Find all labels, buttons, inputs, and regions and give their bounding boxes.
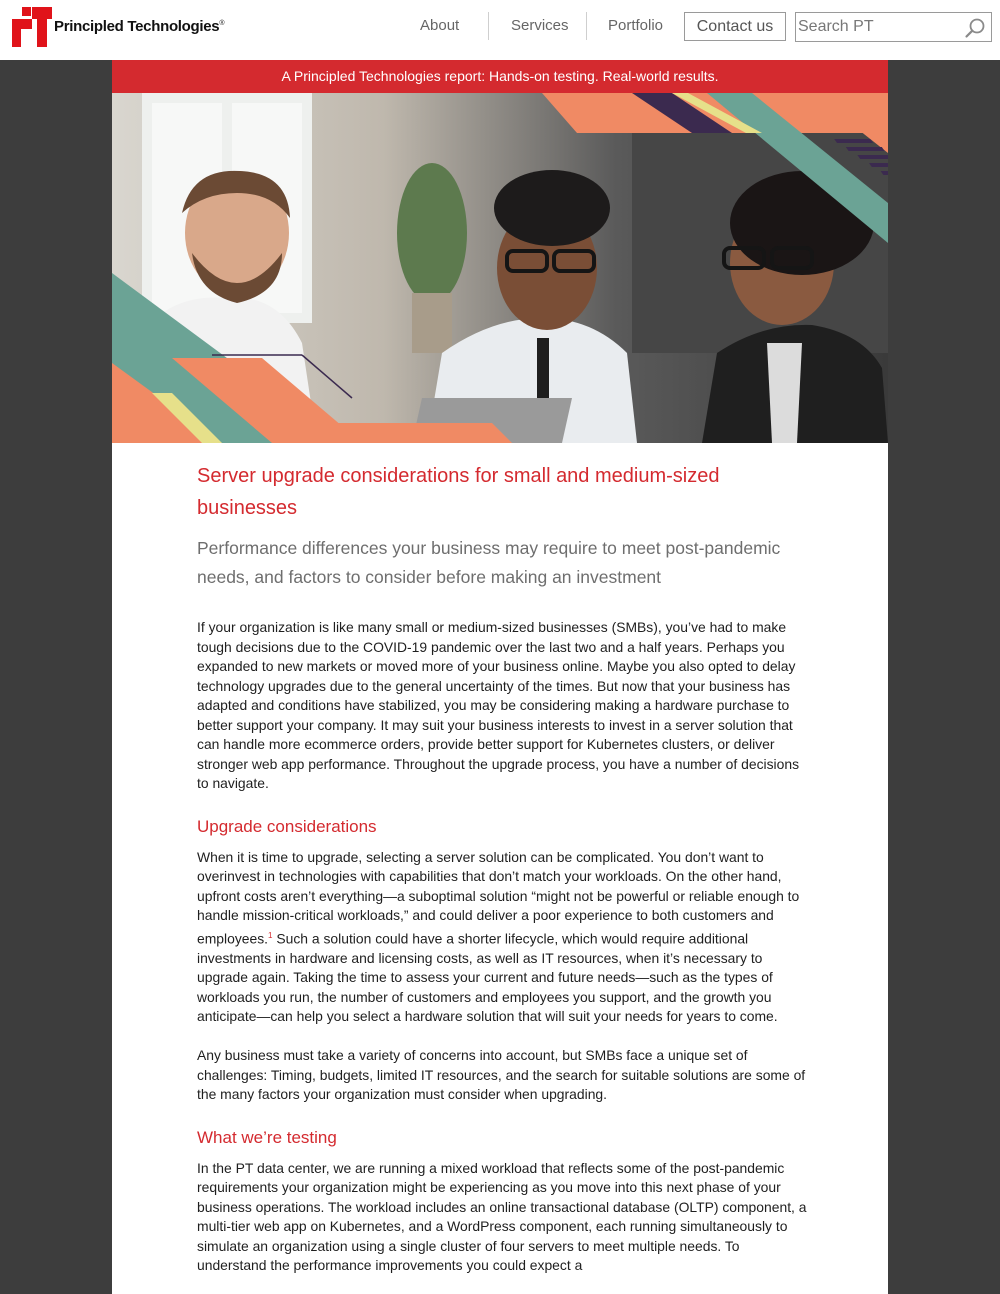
nav-divider <box>586 12 587 40</box>
section-heading-what-were-testing: What we’re testing <box>197 1127 337 1147</box>
hero-image <box>112 93 888 443</box>
search-input[interactable] <box>798 15 958 39</box>
top-nav-bar <box>0 0 1000 60</box>
intro-paragraph: If your organization is like many small or medium-sized businesses (SMBs), you’ve had to make tough decisions due to the COVID-19 pandemic over the last two and a half years. Perhaps you expanded to new markets or moved more of your business online. Maybe you also opted to delay technology upgrades due to the general uncertainty of the times. But now that your business has adapted and conditions have stabilized, you may be considering making a hardware purchase to better support your company. It may suit your business interests to invest in a server solution that can handle more ecommerce orders, provide better support for Kubernetes clusters, or deliver stronger web app performance. Throughout the upgrade process, you have a number of decisions to navigate. <box>197 619 800 791</box>
search-icon[interactable] <box>964 17 986 39</box>
section-heading-upgrade-considerations: Upgrade considerations <box>197 816 377 836</box>
article-content <box>197 460 807 1276</box>
search-box <box>795 12 992 42</box>
hero-illustration <box>112 93 888 443</box>
upgrade-paragraph-2: Any business must take a variety of concerns into account, but SMBs face a unique set of challenges: Timing, budgets, limited IT resources, and the search for suitable solutions are some of the many factors your organization must consider when upgrading. <box>197 1047 806 1103</box>
report-page <box>112 60 888 1294</box>
testing-paragraph-1: In the PT data center, we are running a mixed workload that reflects some of the post-pandemic requirements your organization might be experiencing as you move into this next phase of your business operations. The workload includes an online transactional database (OLTP) component, a multi-tier web app on Kubernetes, and a WordPress component, each running simultaneously to simulate an organization using a single cluster of four servers to meet multiple needs. To understand the performance improvements you could expect a <box>197 1159 807 1274</box>
article-subtitle: Performance differences your business may require to meet post-pandemic needs, and factors to consider before making an investment <box>197 538 781 587</box>
nav-about-link[interactable]: About <box>420 17 460 34</box>
brand-name: Principled Technologies® <box>54 18 225 35</box>
footnote-link[interactable]: 1 <box>268 930 273 940</box>
contact-us-button[interactable]: Contact us <box>684 12 786 41</box>
brand-logo[interactable] <box>12 7 232 49</box>
upgrade-paragraph-1: When it is time to upgrade, selecting a server solution can be complicated. You don’t want to overinvest in technologies with capabilities that don’t match your workloads. On the other hand, upfront costs aren’t everything—a suboptimal solution “might not be powerful or reliable enough to handle mission-critical workloads,” and could deliver a poor experience to both customers and employees.$^1$ Such a solution could have a shorter lifecycle, which would require additional investments in hardware and licensing costs, as well as IT resources, when it’s necessary to upgrade again. Taking the time to assess your current and future needs—such as the types of workloads you run, the number of customers and employees you support, and the growth you anticipate—can help you select a hardware solution that will suit your needs for years to come. <box>197 848 800 1025</box>
pt-logo-icon <box>12 7 52 47</box>
article-title: Server upgrade considerations for small and medium-sized businesses <box>197 465 720 519</box>
report-banner: A Principled Technologies report: Hands-on testing. Real-world results. <box>112 60 888 93</box>
nav-services-link[interactable]: Services <box>511 17 569 34</box>
nav-portfolio-link[interactable]: Portfolio <box>608 17 664 34</box>
nav-divider <box>488 12 489 40</box>
